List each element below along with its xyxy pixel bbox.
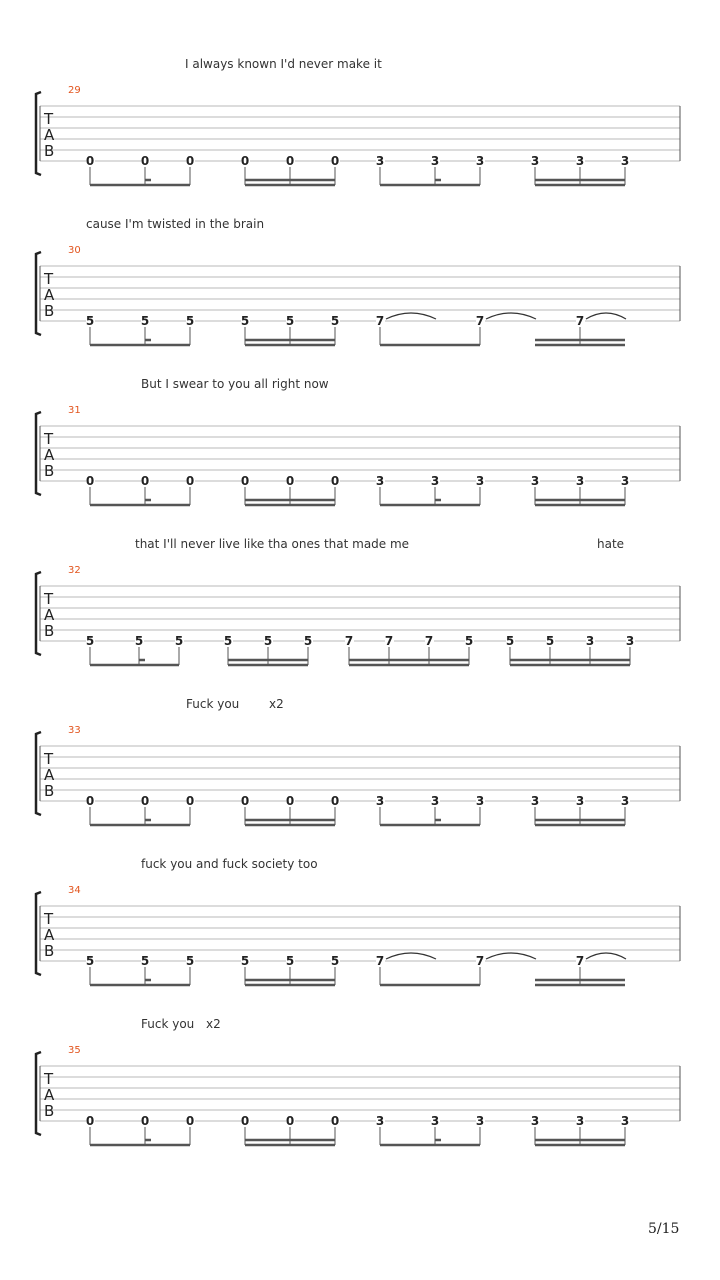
fret-number: 3 xyxy=(620,1114,630,1128)
fret-number: 3 xyxy=(625,634,635,648)
fret-number: 5 xyxy=(185,314,195,328)
measure-number: 35 xyxy=(68,1045,81,1056)
tab-system xyxy=(36,57,680,185)
fret-number: 5 xyxy=(134,634,144,648)
tab-clef-letter: T xyxy=(44,110,54,128)
tab-system xyxy=(36,217,680,345)
fret-number: 0 xyxy=(285,1114,295,1128)
tab-clef-letter: A xyxy=(44,286,55,304)
fret-number: 5 xyxy=(240,314,250,328)
lyric-text: Fuck you xyxy=(186,697,240,711)
fret-number: 3 xyxy=(585,634,595,648)
tab-clef-letter: A xyxy=(44,126,55,144)
fret-number: 5 xyxy=(330,314,340,328)
measure-number: 30 xyxy=(68,245,81,256)
fret-number: 0 xyxy=(185,154,195,168)
fret-number: 0 xyxy=(185,474,195,488)
fret-number: 5 xyxy=(303,634,313,648)
fret-number: 5 xyxy=(263,634,273,648)
tab-system xyxy=(36,697,680,825)
fret-number: 5 xyxy=(223,634,233,648)
fret-number: 7 xyxy=(344,634,354,648)
tab-clef-letter: B xyxy=(44,1102,55,1120)
fret-number: 3 xyxy=(575,154,585,168)
tab-clef-letter: B xyxy=(44,142,55,160)
fret-number: 5 xyxy=(85,634,95,648)
tab-system xyxy=(36,377,680,505)
tab-system xyxy=(36,537,680,665)
tab-clef-letter: B xyxy=(44,942,55,960)
tab-clef-letter: T xyxy=(44,590,54,608)
lyric-text: cause I'm twisted in the brain xyxy=(86,217,265,231)
tab-clef-letter: T xyxy=(44,750,54,768)
fret-number: 7 xyxy=(375,954,385,968)
fret-number: 3 xyxy=(430,1114,440,1128)
fret-number: 3 xyxy=(375,794,385,808)
fret-number: 3 xyxy=(475,1114,485,1128)
fret-number: 0 xyxy=(240,154,250,168)
fret-number: 5 xyxy=(285,314,295,328)
fret-number: 0 xyxy=(240,1114,250,1128)
fret-number: 5 xyxy=(140,314,150,328)
fret-number: 7 xyxy=(375,314,385,328)
fret-number: 3 xyxy=(575,794,585,808)
tab-clef-letter: B xyxy=(44,622,55,640)
measure-number: 29 xyxy=(68,85,81,96)
measure-number: 31 xyxy=(68,405,81,416)
fret-number: 0 xyxy=(285,794,295,808)
fret-number: 0 xyxy=(330,154,340,168)
fret-number: 0 xyxy=(330,474,340,488)
fret-number: 5 xyxy=(285,954,295,968)
fret-number: 0 xyxy=(185,1114,195,1128)
fret-number: 3 xyxy=(375,474,385,488)
fret-number: 5 xyxy=(464,634,474,648)
fret-number: 5 xyxy=(505,634,515,648)
fret-number: 0 xyxy=(140,1114,150,1128)
fret-number: 5 xyxy=(140,954,150,968)
measure-number: 34 xyxy=(68,885,81,896)
fret-number: 0 xyxy=(140,794,150,808)
fret-number: 0 xyxy=(140,154,150,168)
lyric-text: But I swear to you all right now xyxy=(141,377,329,391)
tab-clef-letter: T xyxy=(44,1070,54,1088)
fret-number: 0 xyxy=(85,474,95,488)
fret-number: 3 xyxy=(475,474,485,488)
fret-number: 5 xyxy=(85,954,95,968)
fret-number: 5 xyxy=(85,314,95,328)
fret-number: 3 xyxy=(530,154,540,168)
lyric-text: x2 xyxy=(269,697,284,711)
fret-number: 0 xyxy=(140,474,150,488)
measure-number: 33 xyxy=(68,725,81,736)
tab-clef-letter: A xyxy=(44,766,55,784)
tie-arc xyxy=(486,953,536,959)
lyric-text: that I'll never live like tha ones that made me xyxy=(135,537,410,551)
fret-number: 7 xyxy=(424,634,434,648)
tie-arc xyxy=(386,313,436,319)
fret-number: 3 xyxy=(430,794,440,808)
fret-number: 0 xyxy=(240,794,250,808)
fret-number: 3 xyxy=(475,794,485,808)
fret-number: 0 xyxy=(330,794,340,808)
fret-number: 3 xyxy=(430,154,440,168)
tie-arc xyxy=(586,313,626,319)
tab-system xyxy=(36,857,680,985)
fret-number: 0 xyxy=(85,1114,95,1128)
fret-number: 5 xyxy=(174,634,184,648)
lyric-text: x2 xyxy=(206,1017,221,1031)
fret-number: 3 xyxy=(575,474,585,488)
tie-arc xyxy=(586,953,626,959)
page-number: 5/15 xyxy=(648,1221,680,1237)
tie-arc xyxy=(386,953,436,959)
fret-number: 3 xyxy=(620,154,630,168)
tab-clef-letter: T xyxy=(44,430,54,448)
fret-number: 3 xyxy=(430,474,440,488)
fret-number: 3 xyxy=(575,1114,585,1128)
fret-number: 7 xyxy=(475,314,485,328)
fret-number: 5 xyxy=(185,954,195,968)
fret-number: 5 xyxy=(545,634,555,648)
fret-number: 0 xyxy=(85,794,95,808)
tab-clef-letter: A xyxy=(44,926,55,944)
fret-number: 7 xyxy=(575,314,585,328)
fret-number: 0 xyxy=(285,154,295,168)
fret-number: 3 xyxy=(530,1114,540,1128)
fret-number: 3 xyxy=(530,474,540,488)
tab-clef-letter: T xyxy=(44,910,54,928)
tab-clef-letter: B xyxy=(44,462,55,480)
fret-number: 0 xyxy=(85,154,95,168)
lyric-text: fuck you and fuck society too xyxy=(141,857,318,871)
fret-number: 3 xyxy=(620,474,630,488)
tab-clef-letter: B xyxy=(44,302,55,320)
fret-number: 3 xyxy=(475,154,485,168)
lyric-text: Fuck you xyxy=(141,1017,195,1031)
tab-clef-letter: T xyxy=(44,270,54,288)
tab-clef-letter: A xyxy=(44,446,55,464)
lyric-text: I always known I'd never make it xyxy=(185,57,382,71)
tab-system xyxy=(36,1017,680,1145)
fret-number: 5 xyxy=(240,954,250,968)
fret-number: 7 xyxy=(384,634,394,648)
tab-clef-letter: A xyxy=(44,1086,55,1104)
fret-number: 3 xyxy=(375,1114,385,1128)
measure-number: 32 xyxy=(68,565,81,576)
tab-clef-letter: B xyxy=(44,782,55,800)
fret-number: 0 xyxy=(185,794,195,808)
fret-number: 3 xyxy=(375,154,385,168)
lyric-text: hate xyxy=(597,537,625,551)
fret-number: 3 xyxy=(620,794,630,808)
fret-number: 7 xyxy=(575,954,585,968)
fret-number: 3 xyxy=(530,794,540,808)
fret-number: 0 xyxy=(285,474,295,488)
fret-number: 0 xyxy=(330,1114,340,1128)
fret-number: 0 xyxy=(240,474,250,488)
tab-clef-letter: A xyxy=(44,606,55,624)
tie-arc xyxy=(486,313,536,319)
fret-number: 5 xyxy=(330,954,340,968)
fret-number: 7 xyxy=(475,954,485,968)
